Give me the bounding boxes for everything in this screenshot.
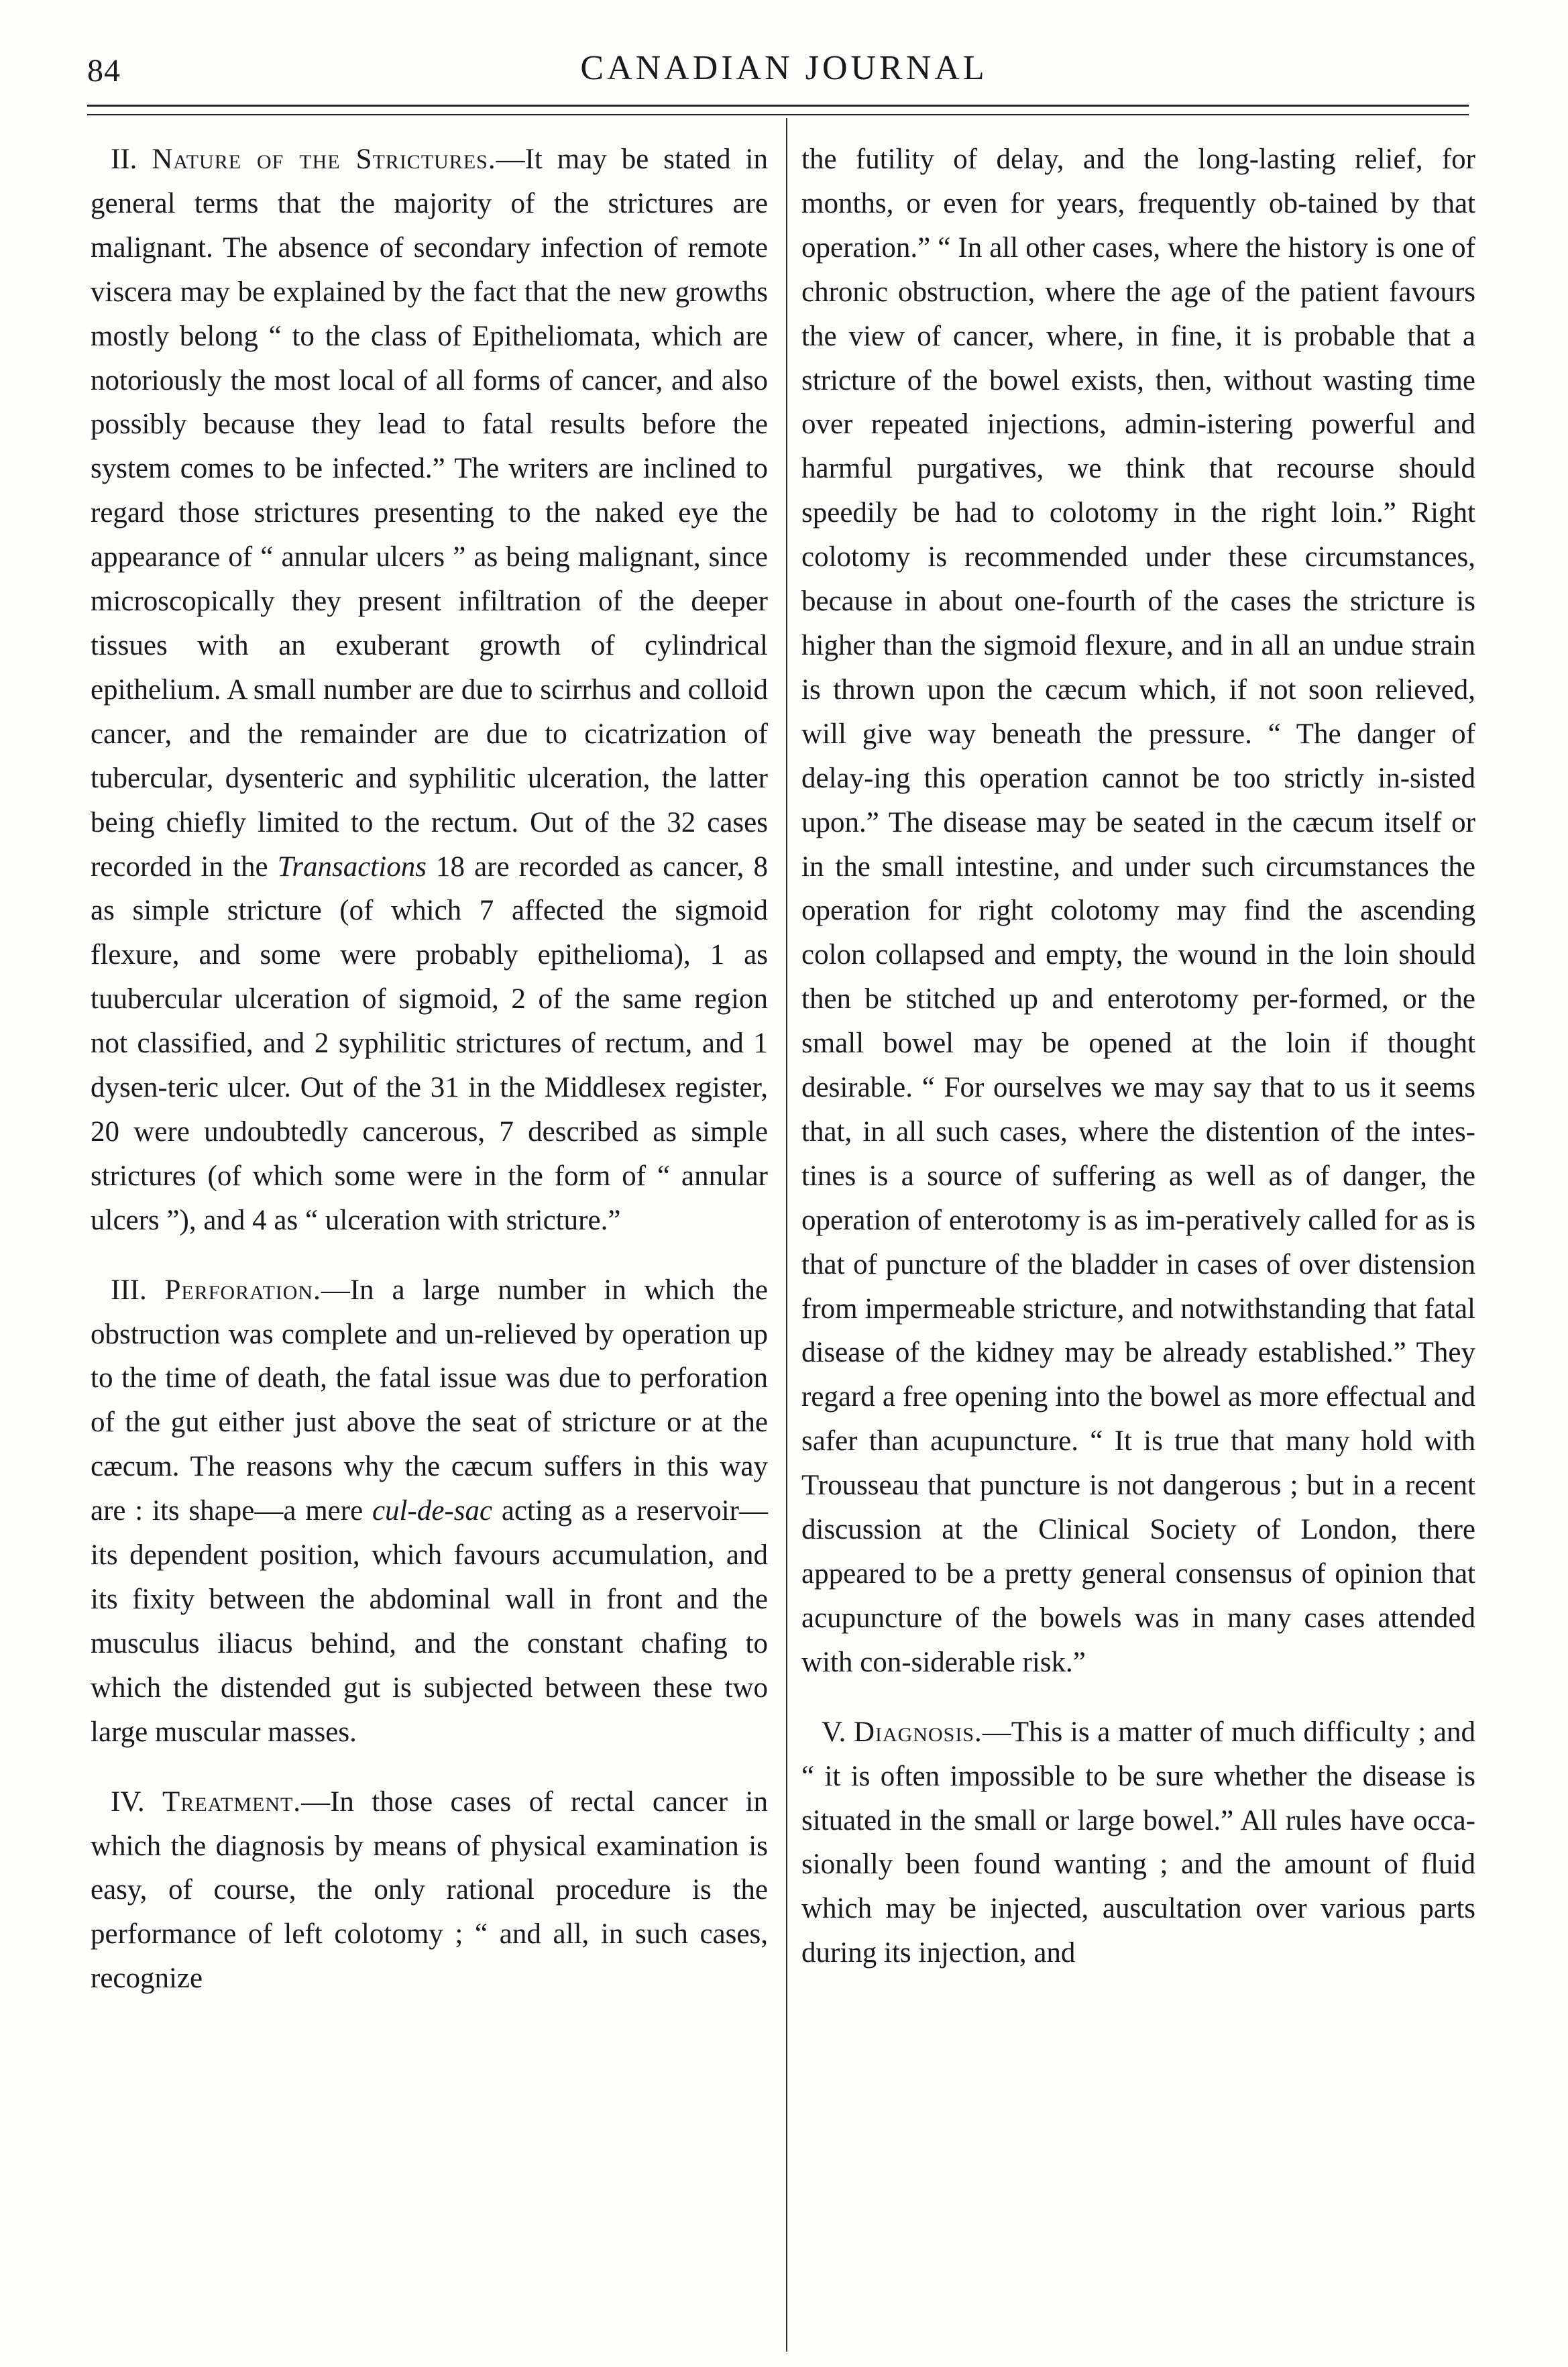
paragraph-text: —In those cases of rectal cancer in which the diagnosis by means of physical examination is easy, of course, the only rational procedure is the performance of left colotomy ; “ and all, in such cases, recognize	[91, 1785, 768, 1995]
right-column	[801, 137, 1475, 1975]
paragraph-text: —This is a matter of much difficulty ; and “ it is often impossible to be sure whether the disease is situated in the small or large bowel.” All rules have occa-sionally been found wanting ; and the amount of fluid which may be injected, auscultation over various parts during its injection, and	[801, 1716, 1476, 1969]
left-column	[91, 137, 768, 2001]
running-head-title: CANADIAN JOURNAL	[580, 49, 988, 87]
paragraph-text: acting as a reservoir—its dependent position, which favours accumulation, and its fixity between the abdominal wall in front and the musculus iliacus behind, and the constant chafing to which the distended gut is subjected between these two large muscular masses.	[91, 1495, 768, 1748]
section-numeral: IV.	[111, 1785, 145, 1818]
section-heading: Nature of the Strictures.	[152, 144, 496, 175]
section-heading: Perforation.	[164, 1274, 321, 1306]
section-numeral: V.	[822, 1716, 846, 1748]
section-treatment	[91, 1780, 768, 2001]
italic-term: cul-de-sac	[372, 1495, 493, 1527]
section-numeral: III.	[111, 1274, 147, 1306]
paragraph-text: —In a large number in which the obstruction was complete and un-relieved by operation up to the time of death, the fatal issue was due to perforation of the gut either just above the seat of stricture or at the cæcum. The reasons why the cæcum suffers in this way are : its shape—a mere	[91, 1274, 769, 1527]
header-rule-top	[87, 105, 1469, 107]
section-perforation	[91, 1268, 768, 1755]
section-diagnosis	[801, 1710, 1475, 1975]
paragraph-text: —It may be stated in general terms that the majority of the strictures are malignant. The absence of secondary infection of remote viscera may be explained by the fact that the new growths mostly belong “ to the class of Epitheliomata, which are notoriously the most local of all forms of cancer, and also possibly because they lead to fatal results before the system comes to be infected.” The writers are inclined to regard those strictures presenting to the naked eye the appearance of “ annular ulcers ” as being malignant, since microscopically they present infiltration of the deeper tissues with an exuberant growth of cylindrical epithelium. A small number are due to scirrhus and colloid cancer, and the remainder are due to cicatrization of tubercular, dysenteric and syphilitic ulceration, the latter being chiefly limited to the rectum. Out of the 32 cases recorded in the	[91, 144, 768, 883]
section-heading: Diagnosis.	[853, 1716, 983, 1748]
paragraph-text: 18 are recorded as cancer, 8 as simple stricture (of which 7 affected the sigmoid flexure, and some were probably epithelioma), 1 as tuubercular ulceration of sigmoid, 2 of the same region not classified, and 2 syphilitic strictures of rectum, and 1 dysen-teric ulcer. Out of the 31 in the Middlesex register, 20 were undoubtedly cancerous, 7 described as simple strictures (of which some were in the form of “ annular ulcers ”), and 4 as “ ulceration with stricture.”	[91, 850, 768, 1236]
column-divider	[786, 118, 787, 2352]
section-nature-of-strictures	[91, 137, 768, 1243]
section-heading: Treatment.	[162, 1785, 302, 1818]
section-numeral: II.	[111, 144, 137, 175]
page-number: 84	[87, 53, 121, 89]
italic-term: Transactions	[277, 850, 427, 883]
treatment-continued: the futility of delay, and the long-lasting relief, for months, or even for years, frequently ob-tained by that operation.” “ In all other cases, where the history is one of chronic obstruction, where the age of the patient favours the view of cancer, where, in fine, it is probable that a stricture of the bowel exists, then, without wasting time over repeated injections, admin-istering powerful and harmful purgatives, we think that recourse should speedily be had to colotomy in the right loin.” Right colotomy is recommended under these circumstances, because in about one-fourth of the cases the stricture is higher than the sigmoid flexure, and in all an undue strain is thrown upon the cæcum which, if not soon relieved, will give way beneath the pressure. “ The danger of delay-ing this operation cannot be too strictly in-sisted upon.” The disease may be seated in the cæcum itself or in the small intestine, and under such circumstances the operation for right colotomy may find the ascending colon collapsed and empty, the wound in the loin should then be stitched up and enterotomy per-formed, or the small bowel may be opened at the loin if thought desirable. “ For ourselves we may say that to us it seems that, in all such cases, where the distention of the intes-tines is a source of suffering as well as of danger, the operation of enterotomy is as im-peratively called for as is that of puncture of the bladder in cases of over distension from impermeable stricture, and notwithstanding that fatal disease of the kidney may be already established.” They regard a free opening into the bowel as more effectual and safer than acupuncture. “ It is true that many hold with Trousseau that puncture is not dangerous ; but in a recent discussion at the Clinical Society of London, there appeared to be a pretty general consensus of opinion that acupuncture of the bowels was in many cases attended with con-siderable risk.”	[801, 144, 1475, 1678]
header-rule-bottom	[87, 114, 1469, 115]
